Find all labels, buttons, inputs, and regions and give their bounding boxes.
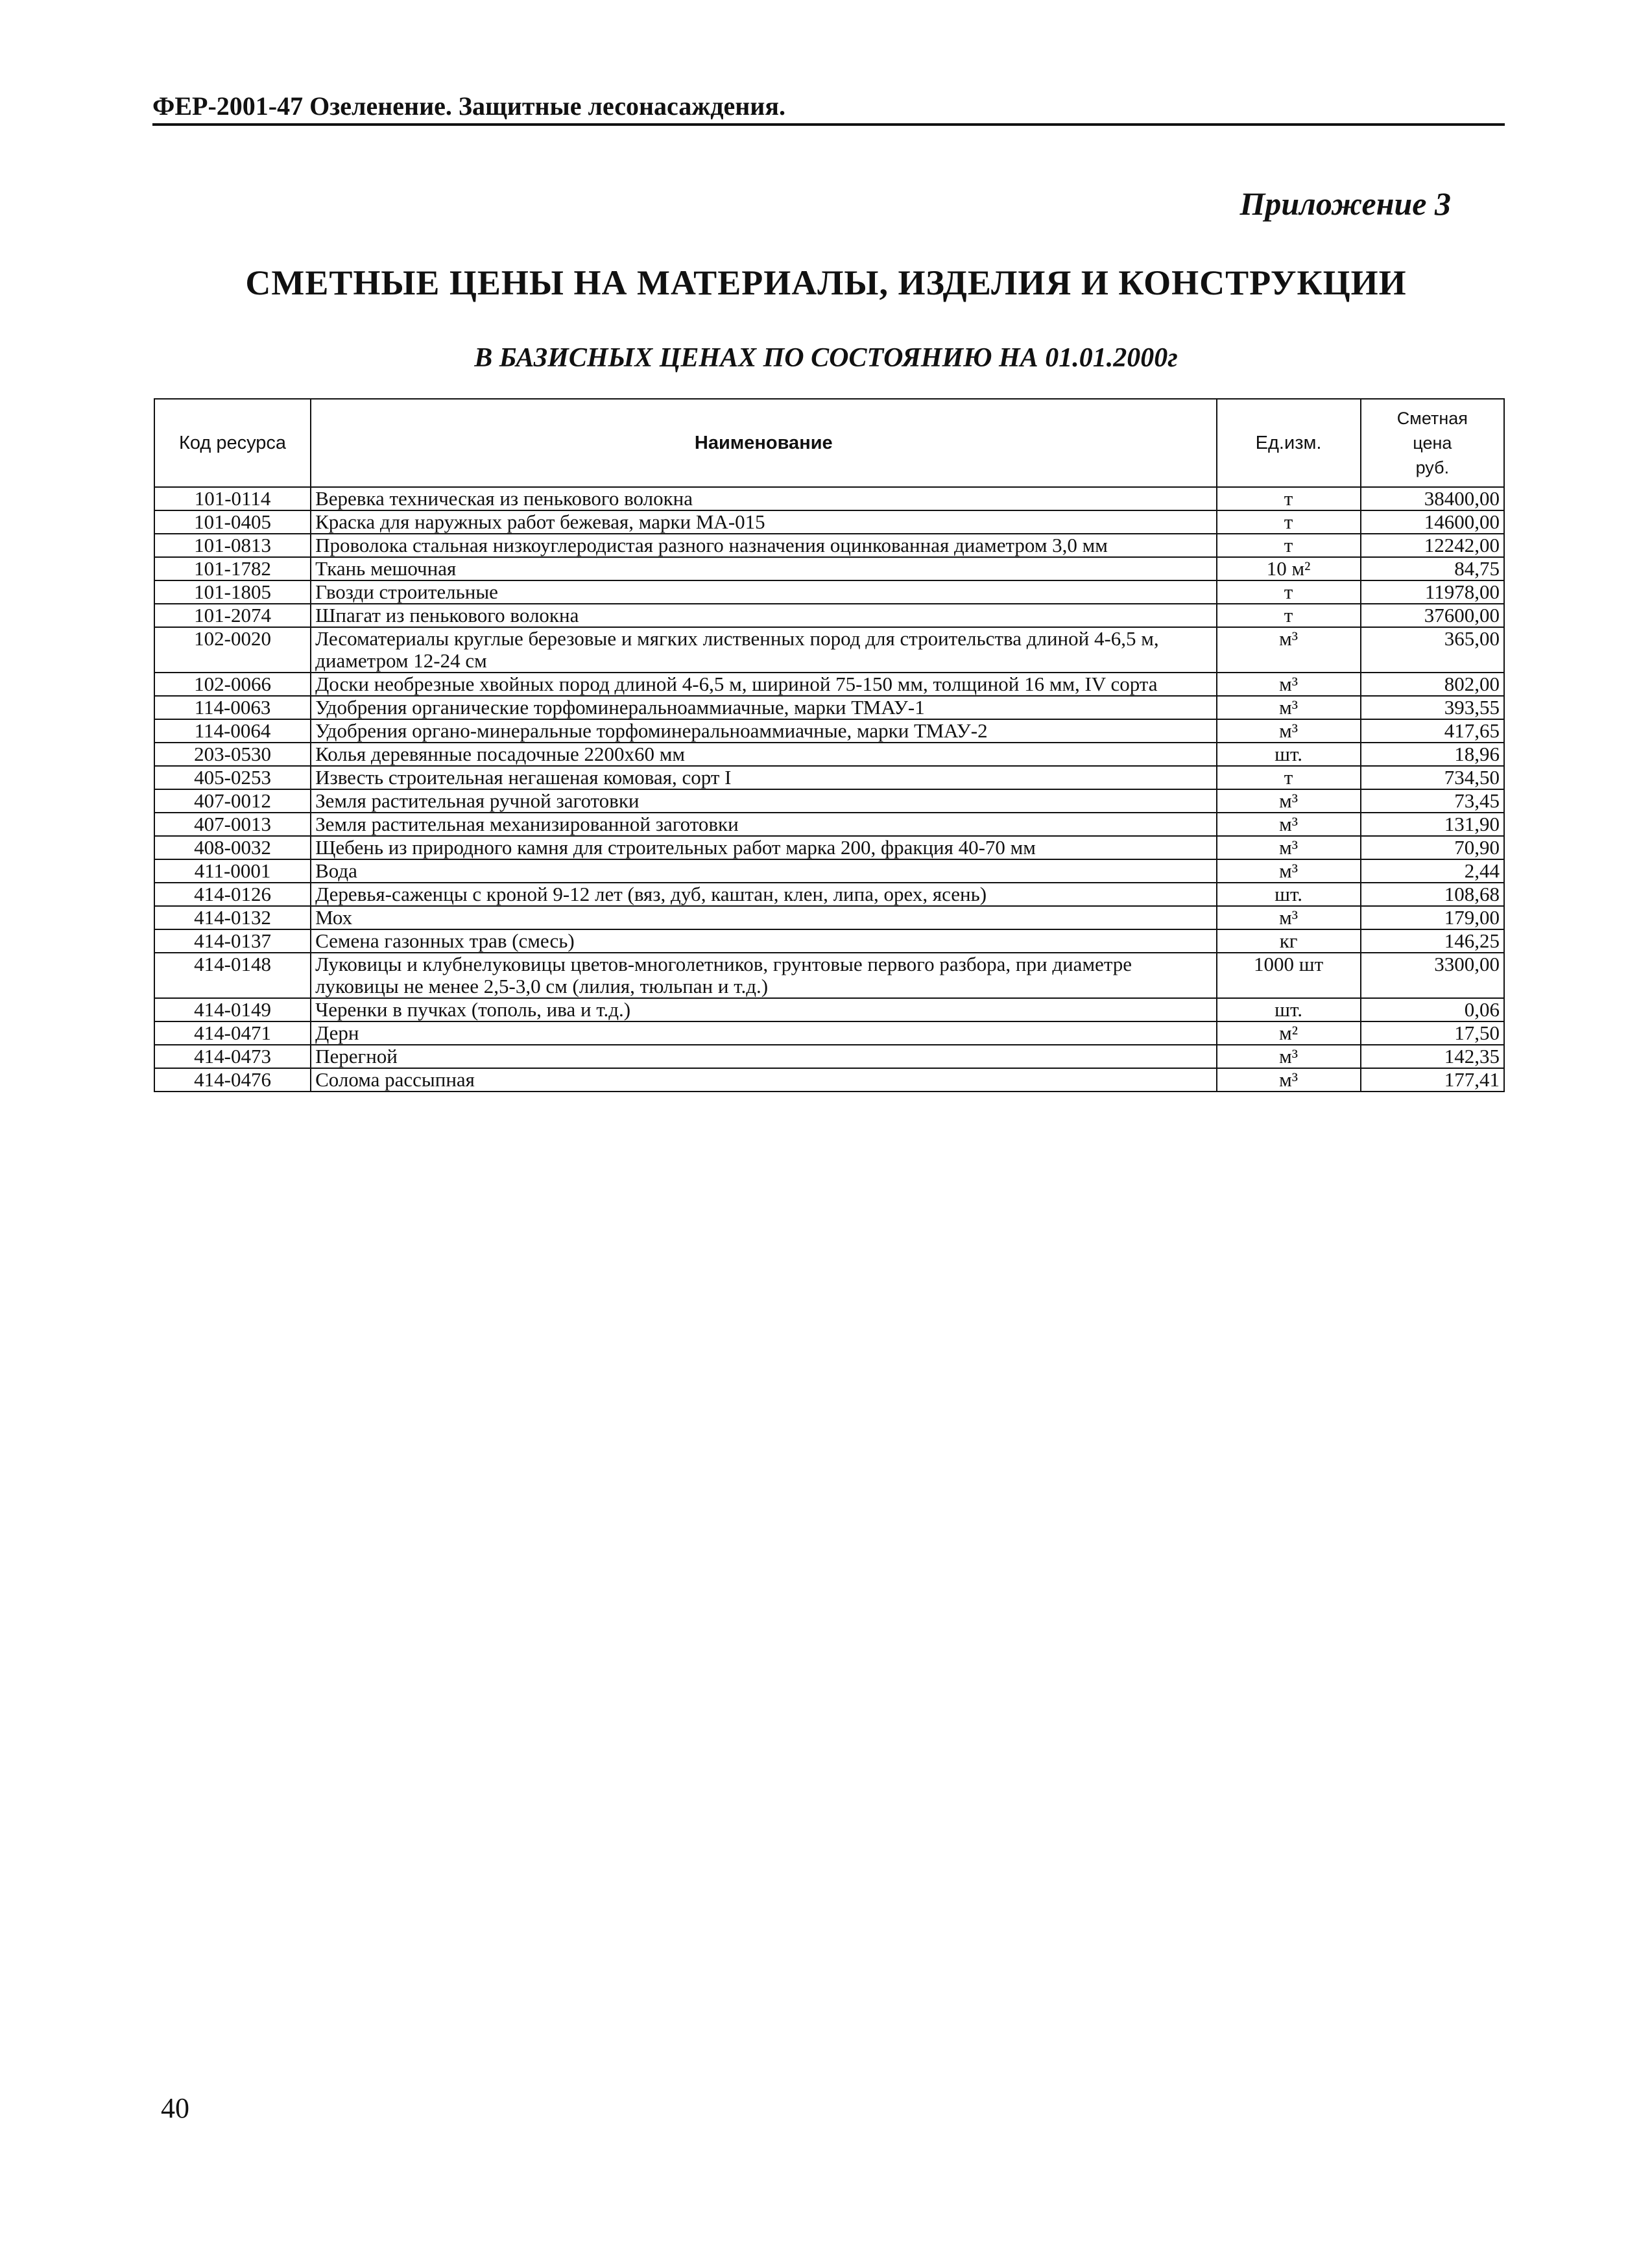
- cell-code: 101-2074: [154, 604, 311, 627]
- cell-code: 414-0137: [154, 929, 311, 953]
- cell-price: 14600,00: [1361, 510, 1504, 534]
- header-price-line1: Сметная: [1396, 409, 1468, 428]
- cell-name: Деревья-саженцы с кроной 9-12 лет (вяз, дуб, каштан, клен, липа, орех, ясень): [311, 883, 1216, 906]
- table-row: [154, 953, 1504, 998]
- table-row: [154, 719, 1504, 743]
- cell-name: Мох: [311, 906, 1216, 929]
- header-price-line3: руб.: [1415, 458, 1450, 477]
- cell-unit: м³: [1217, 906, 1361, 929]
- table-row: [154, 604, 1504, 627]
- header-unit: Ед.изм.: [1217, 399, 1361, 487]
- cell-unit: кг: [1217, 929, 1361, 953]
- cell-unit: шт.: [1217, 883, 1361, 906]
- table-row: [154, 510, 1504, 534]
- cell-code: 414-0126: [154, 883, 311, 906]
- cell-price: 0,06: [1361, 998, 1504, 1021]
- cell-price: 12242,00: [1361, 534, 1504, 557]
- cell-price: 2,44: [1361, 859, 1504, 883]
- cell-price: 11978,00: [1361, 580, 1504, 604]
- table-row: [154, 929, 1504, 953]
- cell-price: 3300,00: [1361, 953, 1504, 998]
- cell-code: 414-0471: [154, 1021, 311, 1045]
- cell-price: 802,00: [1361, 673, 1504, 696]
- cell-unit: м³: [1217, 627, 1361, 673]
- table-row: [154, 557, 1504, 580]
- header-name: Наименование: [311, 399, 1216, 487]
- appendix-label: Приложение 3: [1239, 185, 1451, 222]
- table-row: [154, 906, 1504, 929]
- cell-code: 101-1805: [154, 580, 311, 604]
- cell-price: 108,68: [1361, 883, 1504, 906]
- table-row: [154, 627, 1504, 673]
- cell-price: 38400,00: [1361, 487, 1504, 510]
- cell-unit: т: [1217, 766, 1361, 789]
- cell-name: Лесоматериалы круглые березовые и мягких лиственных пород для строительства длиной 4-6,5 м, диаметром 12-24 см: [311, 627, 1216, 673]
- table-header-row: [154, 399, 1504, 487]
- cell-unit: т: [1217, 604, 1361, 627]
- cell-name: Черенки в пучках (тополь, ива и т.д.): [311, 998, 1216, 1021]
- table-row: [154, 789, 1504, 813]
- table-row: [154, 766, 1504, 789]
- cell-price: 84,75: [1361, 557, 1504, 580]
- cell-code: 414-0473: [154, 1045, 311, 1068]
- table-row: [154, 1045, 1504, 1068]
- cell-unit: м³: [1217, 719, 1361, 743]
- cell-unit: м²: [1217, 1021, 1361, 1045]
- cell-name: Луковицы и клубнелуковицы цветов-многолетников, грунтовые первого разбора, при диаметре луковицы не менее 2,5-3,0 см (лилия, тюльпан и т.д.): [311, 953, 1216, 998]
- cell-name: Ткань мешочная: [311, 557, 1216, 580]
- cell-price: 18,96: [1361, 743, 1504, 766]
- table-row: [154, 836, 1504, 859]
- table-row: [154, 1068, 1504, 1092]
- cell-name: Земля растительная механизированной заготовки: [311, 813, 1216, 836]
- cell-code: 414-0132: [154, 906, 311, 929]
- cell-code: 114-0063: [154, 696, 311, 719]
- table-row: [154, 883, 1504, 906]
- table-row: [154, 743, 1504, 766]
- cell-price: 177,41: [1361, 1068, 1504, 1092]
- cell-price: 142,35: [1361, 1045, 1504, 1068]
- cell-name: Удобрения органо-минеральные торфоминеральноаммиачные, марки ТМАУ-2: [311, 719, 1216, 743]
- cell-price: 146,25: [1361, 929, 1504, 953]
- cell-unit: м³: [1217, 836, 1361, 859]
- cell-unit: шт.: [1217, 998, 1361, 1021]
- cell-unit: м³: [1217, 696, 1361, 719]
- cell-unit: м³: [1217, 673, 1361, 696]
- cell-name: Краска для наружных работ бежевая, марки МА-015: [311, 510, 1216, 534]
- cell-price: 70,90: [1361, 836, 1504, 859]
- cell-code: 408-0032: [154, 836, 311, 859]
- cell-code: 114-0064: [154, 719, 311, 743]
- cell-price: 37600,00: [1361, 604, 1504, 627]
- table-row: [154, 813, 1504, 836]
- cell-code: 407-0013: [154, 813, 311, 836]
- table-row: [154, 487, 1504, 510]
- page-subtitle: В БАЗИСНЫХ ЦЕНАХ ПО СОСТОЯНИЮ НА 01.01.2000г: [474, 343, 1178, 373]
- cell-code: 101-1782: [154, 557, 311, 580]
- cell-unit: м³: [1217, 789, 1361, 813]
- cell-name: Доски необрезные хвойных пород длиной 4-6,5 м, шириной 75-150 мм, толщиной 16 мм, IV сорта: [311, 673, 1216, 696]
- cell-name: Дерн: [311, 1021, 1216, 1045]
- cell-unit: т: [1217, 510, 1361, 534]
- cell-unit: т: [1217, 487, 1361, 510]
- cell-price: 734,50: [1361, 766, 1504, 789]
- cell-code: 414-0476: [154, 1068, 311, 1092]
- cell-unit: шт.: [1217, 743, 1361, 766]
- page-number: 40: [161, 2092, 189, 2124]
- table-row: [154, 859, 1504, 883]
- cell-name: Солома рассыпная: [311, 1068, 1216, 1092]
- header-price-line2: цена: [1413, 433, 1452, 453]
- cell-price: 73,45: [1361, 789, 1504, 813]
- cell-price: 179,00: [1361, 906, 1504, 929]
- cell-code: 407-0012: [154, 789, 311, 813]
- header-price: [1361, 399, 1504, 487]
- cell-name: Щебень из природного камня для строительных работ марка 200, фракция 40-70 мм: [311, 836, 1216, 859]
- cell-code: 102-0066: [154, 673, 311, 696]
- cell-code: 414-0149: [154, 998, 311, 1021]
- table-row: [154, 580, 1504, 604]
- document-header: ФЕР-2001-47 Озеленение. Защитные лесонасаждения.: [152, 91, 1505, 126]
- cell-name: Колья деревянные посадочные 2200х60 мм: [311, 743, 1216, 766]
- cell-name: Гвозди строительные: [311, 580, 1216, 604]
- cell-code: 411-0001: [154, 859, 311, 883]
- cell-price: 417,65: [1361, 719, 1504, 743]
- cell-name: Перегной: [311, 1045, 1216, 1068]
- cell-unit: т: [1217, 580, 1361, 604]
- cell-unit: т: [1217, 534, 1361, 557]
- cell-name: Шпагат из пенькового волокна: [311, 604, 1216, 627]
- cell-name: Вода: [311, 859, 1216, 883]
- cell-unit: м³: [1217, 813, 1361, 836]
- header-code: Код ресурса: [154, 399, 311, 487]
- cell-unit: 10 м²: [1217, 557, 1361, 580]
- cell-code: 101-0405: [154, 510, 311, 534]
- cell-name: Земля растительная ручной заготовки: [311, 789, 1216, 813]
- cell-price: 17,50: [1361, 1021, 1504, 1045]
- table-row: [154, 534, 1504, 557]
- prices-table: [154, 398, 1505, 1092]
- cell-unit: м³: [1217, 859, 1361, 883]
- cell-name: Семена газонных трав (смесь): [311, 929, 1216, 953]
- table-row: [154, 998, 1504, 1021]
- cell-code: 405-0253: [154, 766, 311, 789]
- cell-price: 365,00: [1361, 627, 1504, 673]
- cell-name: Известь строительная негашеная комовая, сорт I: [311, 766, 1216, 789]
- cell-unit: м³: [1217, 1045, 1361, 1068]
- table-row: [154, 696, 1504, 719]
- table-row: [154, 1021, 1504, 1045]
- table-row: [154, 673, 1504, 696]
- cell-price: 131,90: [1361, 813, 1504, 836]
- cell-code: 101-0114: [154, 487, 311, 510]
- cell-name: Проволока стальная низкоуглеродистая разного назначения оцинкованная диаметром 3,0 мм: [311, 534, 1216, 557]
- cell-code: 101-0813: [154, 534, 311, 557]
- cell-unit: м³: [1217, 1068, 1361, 1092]
- cell-name: Веревка техническая из пенькового волокна: [311, 487, 1216, 510]
- cell-code: 414-0148: [154, 953, 311, 998]
- cell-price: 393,55: [1361, 696, 1504, 719]
- cell-unit: 1000 шт: [1217, 953, 1361, 998]
- cell-name: Удобрения органические торфоминеральноаммиачные, марки ТМАУ-1: [311, 696, 1216, 719]
- page-title: СМЕТНЫЕ ЦЕНЫ НА МАТЕРИАЛЫ, ИЗДЕЛИЯ И КОНСТРУКЦИИ: [245, 263, 1407, 302]
- cell-code: 102-0020: [154, 627, 311, 673]
- cell-code: 203-0530: [154, 743, 311, 766]
